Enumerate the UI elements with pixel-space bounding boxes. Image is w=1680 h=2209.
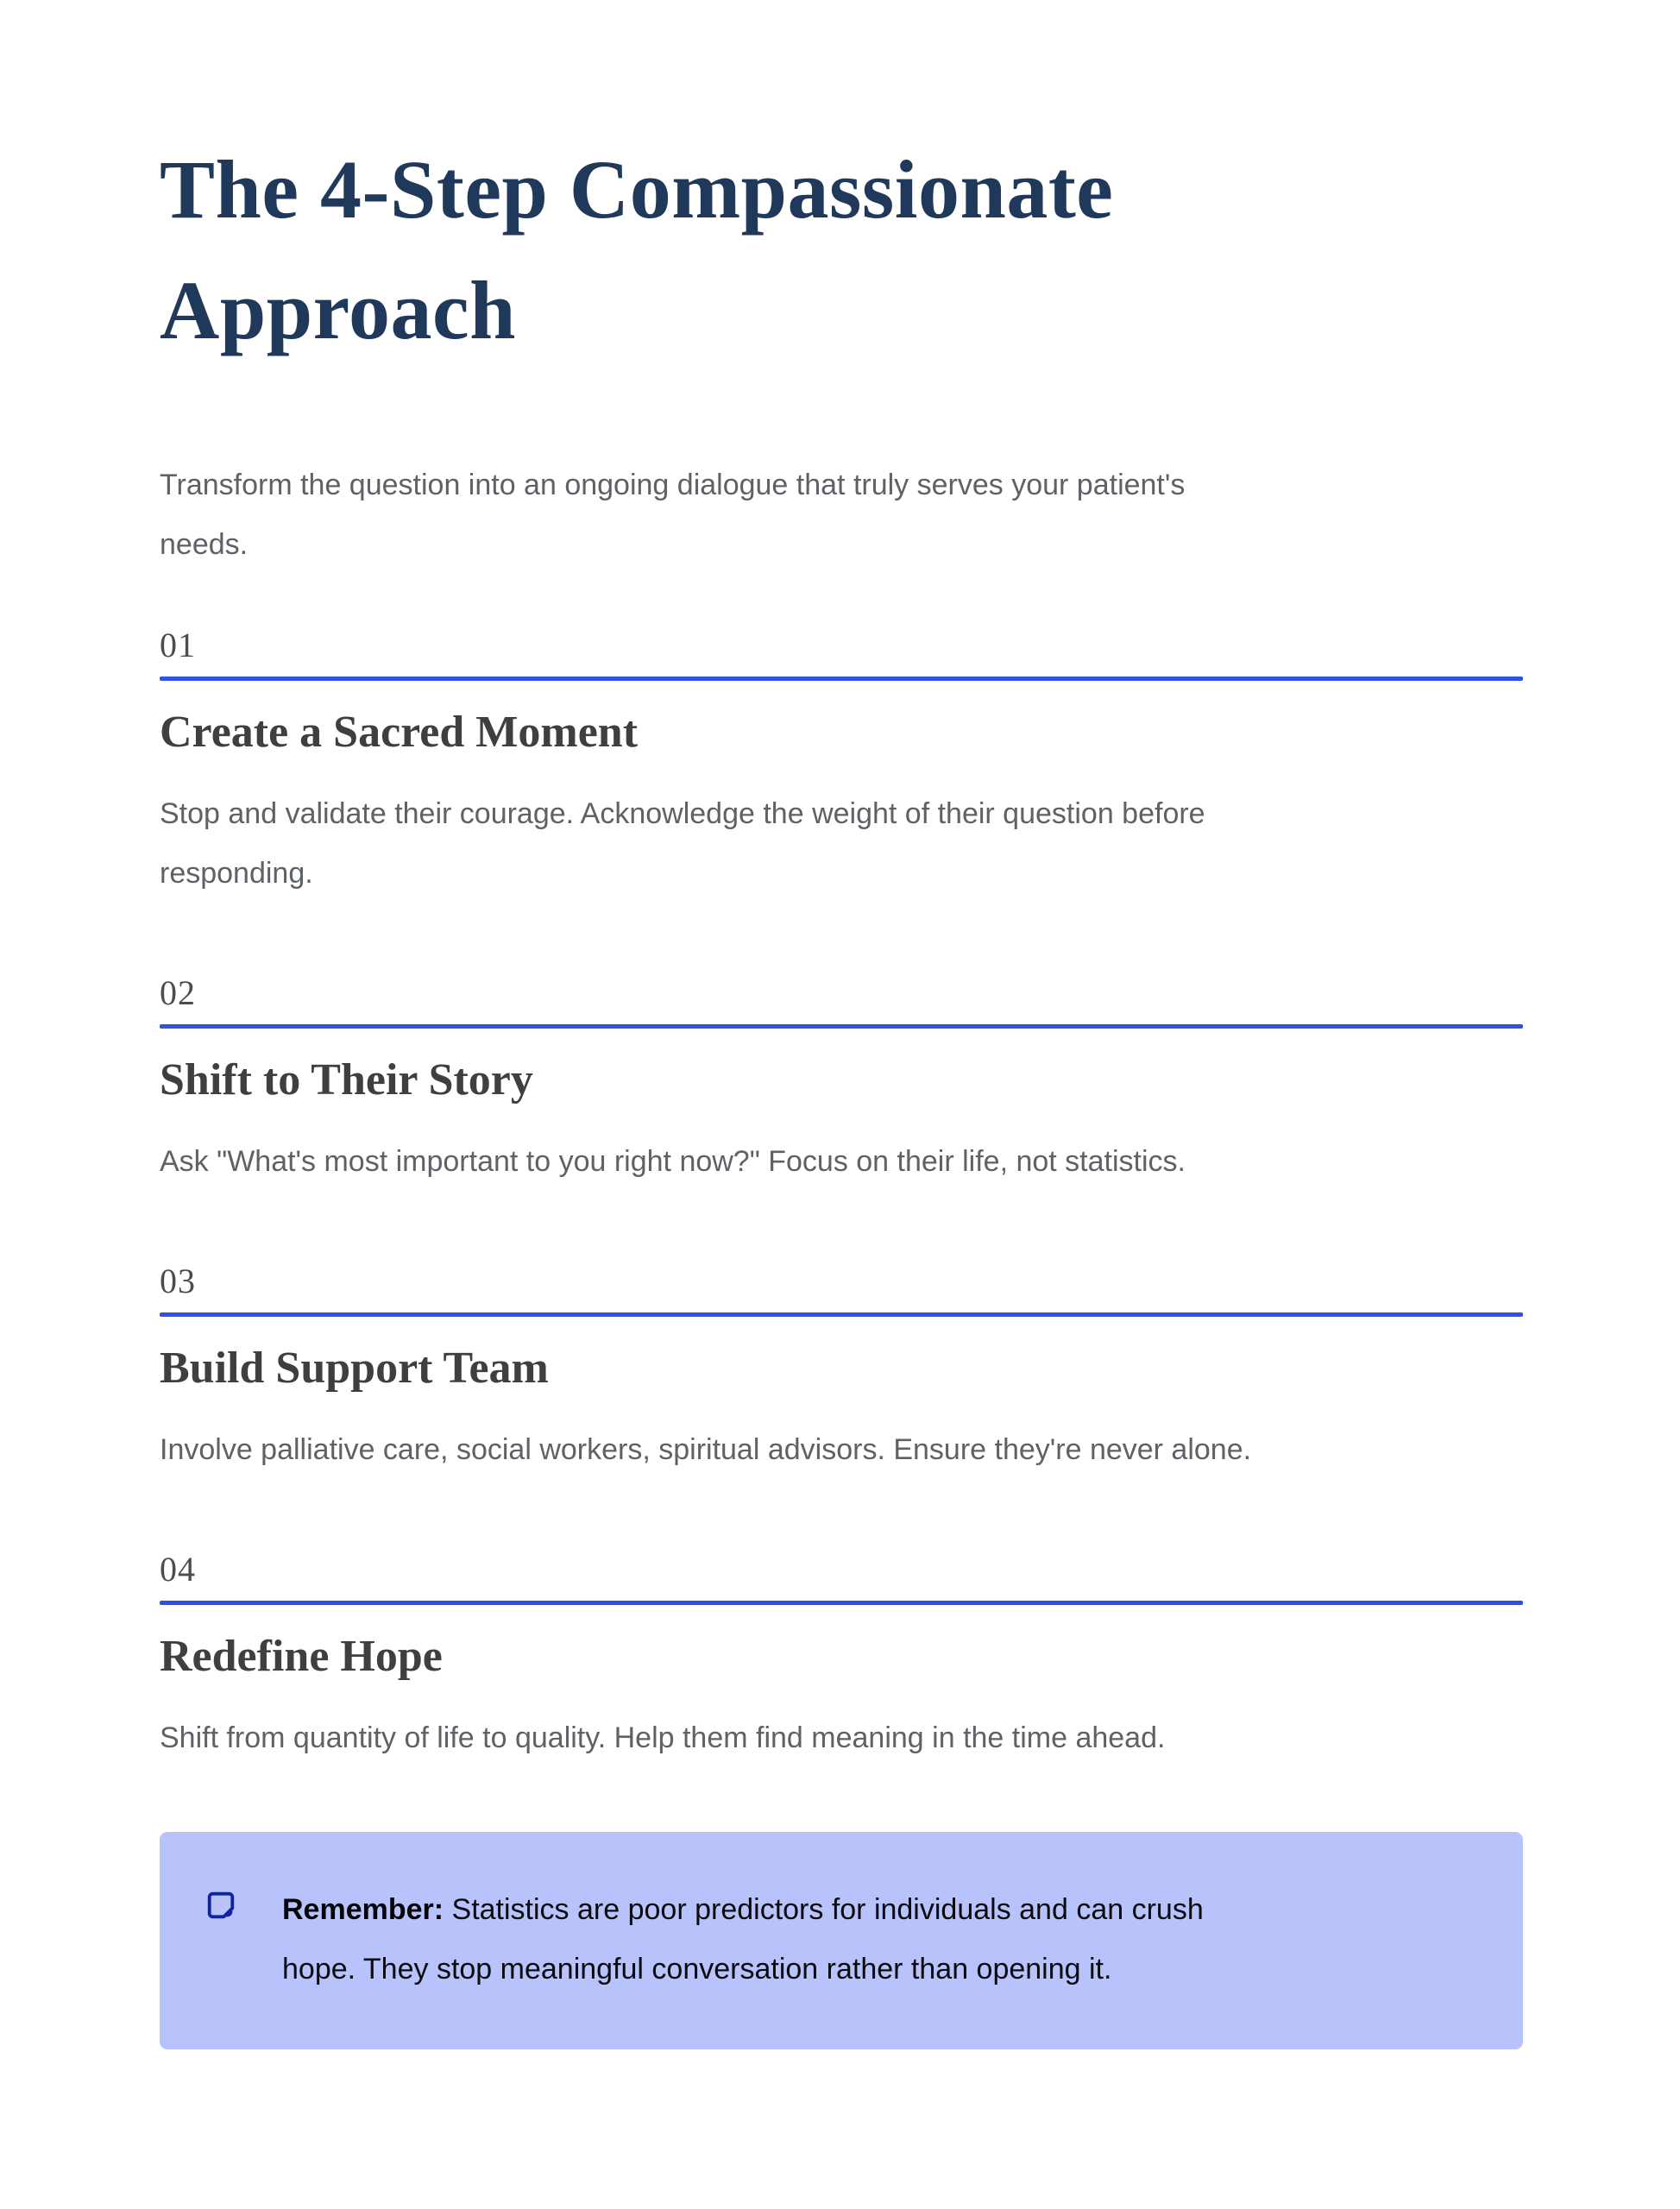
step-number: 02 — [160, 973, 196, 1012]
step-title: Redefine Hope — [160, 1632, 443, 1681]
step-divider-line — [160, 1312, 1523, 1317]
step-title: Create a Sacred Moment — [160, 708, 639, 757]
step-section — [160, 1549, 1523, 1768]
remember-callout — [160, 1832, 1523, 2049]
steps-list — [160, 625, 1523, 1768]
step-divider-line — [160, 1601, 1523, 1605]
text-line: Shift from quantity of life to quality. Help them find meaning in the time ahead. — [160, 1721, 1166, 1754]
step-number: 01 — [160, 626, 196, 664]
document-page — [160, 0, 1523, 2049]
page-subtitle — [160, 456, 1523, 575]
callout-text — [282, 1880, 1204, 1999]
step-number: 04 — [160, 1550, 196, 1589]
sticky-note-icon — [204, 1889, 237, 1922]
step-section — [160, 972, 1523, 1192]
page-title-line-2: Approach — [160, 264, 516, 356]
step-description — [160, 1709, 1523, 1768]
text-line: hope. They stop meaningful conversation rather than opening it. — [282, 1953, 1112, 1986]
page-title — [160, 129, 1523, 371]
text-line: responding. — [160, 857, 313, 890]
step-section — [160, 625, 1523, 903]
step-description — [160, 1420, 1523, 1480]
step-divider-line — [160, 1024, 1523, 1029]
page-title-line-1: The 4-Step Compassionate — [160, 143, 1114, 236]
step-title: Shift to Their Story — [160, 1055, 533, 1104]
text-line: needs. — [160, 528, 249, 561]
step-description — [160, 784, 1523, 903]
step-section — [160, 1261, 1523, 1480]
text-line: Involve palliative care, social workers, spiritual advisors. Ensure they're never alone. — [160, 1433, 1252, 1466]
step-number: 03 — [160, 1262, 196, 1300]
text-line: Stop and validate their courage. Acknowledge the weight of their question before — [160, 797, 1205, 830]
text-line: Ask "What's most important to you right now?" Focus on their life, not statistics. — [160, 1145, 1186, 1178]
step-divider-line — [160, 677, 1523, 681]
text-line: Remember: Statistics are poor predictors for individuals and can crush — [282, 1893, 1204, 1926]
callout-label: Remember: — [282, 1893, 444, 1926]
text-line: Transform the question into an ongoing dialogue that truly serves your patient's — [160, 469, 1186, 501]
step-title: Build Support Team — [160, 1344, 549, 1393]
step-description — [160, 1132, 1523, 1192]
